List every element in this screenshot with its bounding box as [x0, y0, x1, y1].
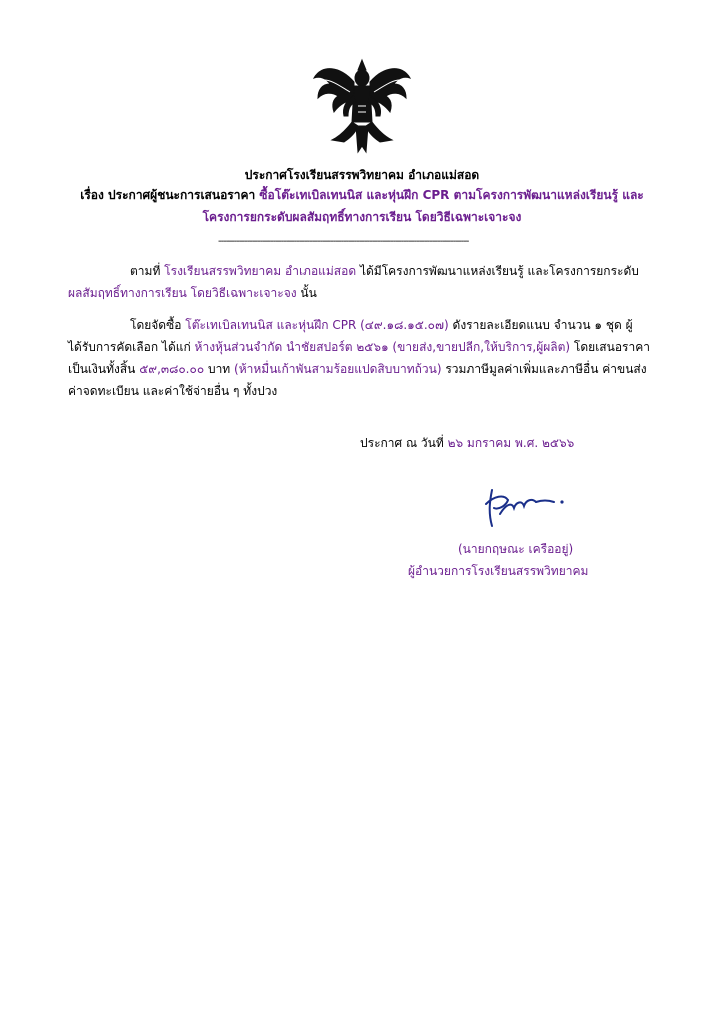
- subject-prefix: เรื่อง ประกาศผู้ชนะการเสนอราคา: [80, 188, 260, 202]
- para2-line4: [68, 382, 277, 400]
- date-value: ๒๖ มกราคม พ.ศ. ๒๕๖๖: [447, 436, 575, 450]
- vendor-name: ห้างหุ้นส่วนจำกัด นำชัยสปอร์ต ๒๕๖๑ (ขายส่ง,ขายปลีก,ให้บริการ,ผู้ผลิต): [194, 340, 571, 354]
- item-name: โต๊ะเทเบิลเทนนิส และหุ่นฝึก CPR (๔๙.๑๘.๑๕.๐๗): [185, 318, 449, 332]
- date-label: ประกาศ ณ วันที่: [360, 436, 448, 450]
- text-segment: รวมภาษีมูลค่าเพิ่มและภาษีอื่น ค่าขนส่ง: [441, 362, 647, 376]
- para1-line2: [68, 284, 317, 302]
- signer-name: [458, 540, 573, 558]
- text-segment: ค่าจดทะเบียน และค่าใช้จ่ายอื่น ๆ ทั้งปวง: [68, 384, 278, 398]
- para2-line2: [68, 338, 650, 356]
- text-segment: ตามที่: [130, 264, 165, 278]
- announcement-heading: [0, 166, 724, 184]
- signer-title: [408, 562, 588, 580]
- text-segment: โดยจัดซื้อ: [130, 318, 186, 332]
- project-name: ผลสัมฤทธิ์ทางการเรียน โดยวิธีเฉพาะเจาะจง: [68, 286, 297, 300]
- para1-line1: [130, 262, 639, 280]
- garuda-emblem-icon: [310, 56, 414, 156]
- text-segment: นั้น: [296, 286, 317, 300]
- separator-line: ------------------------------------------------------------------------------------------------: [218, 236, 469, 247]
- signer-title-text: ผู้อำนวยการโรงเรียนสรรพวิทยาคม: [408, 564, 589, 578]
- para2-line3: [68, 360, 647, 378]
- text-segment: โดยเสนอราคา: [570, 340, 650, 354]
- text-segment: ได้รับการคัดเลือก ได้แก่: [68, 340, 195, 354]
- signature-icon: [478, 486, 568, 534]
- signer-name-text: (นายกฤษณะ เครืออยู่): [458, 542, 574, 556]
- subject-title: ซื้อโต๊ะเทเบิลเทนนิส และหุ่นฝึก CPR ตามโครงการพัฒนาแหล่งเรียนรู้ และ: [259, 188, 644, 202]
- school-name: โรงเรียนสรรพวิทยาคม อำเภอแม่สอด: [164, 264, 357, 278]
- text-segment: ได้มีโครงการพัฒนาแหล่งเรียนรู้ และโครงการยกระดับ: [356, 264, 639, 278]
- text-segment: เป็นเงินทั้งสิ้น: [68, 362, 140, 376]
- text-segment: ดังรายละเอียดแนบ จำนวน ๑ ชุด ผู้: [448, 318, 633, 332]
- announcement-subject-line2: [0, 208, 724, 226]
- heading-school-name: ประกาศโรงเรียนสรรพวิทยาคม อำเภอแม่สอด: [244, 168, 480, 182]
- text-segment: บาท: [204, 362, 235, 376]
- price-in-words: (ห้าหมื่นเก้าพันสามร้อยแปดสิบบาทถ้วน): [234, 362, 442, 376]
- announcement-subject-line1: [0, 186, 724, 204]
- announcement-date: [360, 434, 574, 452]
- price-amount: ๕๙,๓๘๐.๐๐: [139, 362, 205, 376]
- subject-title-cont: โครงการยกระดับผลสัมฤทธิ์ทางการเรียน โดยวิธีเฉพาะเจาะจง: [202, 210, 522, 224]
- para2-line1: [130, 316, 633, 334]
